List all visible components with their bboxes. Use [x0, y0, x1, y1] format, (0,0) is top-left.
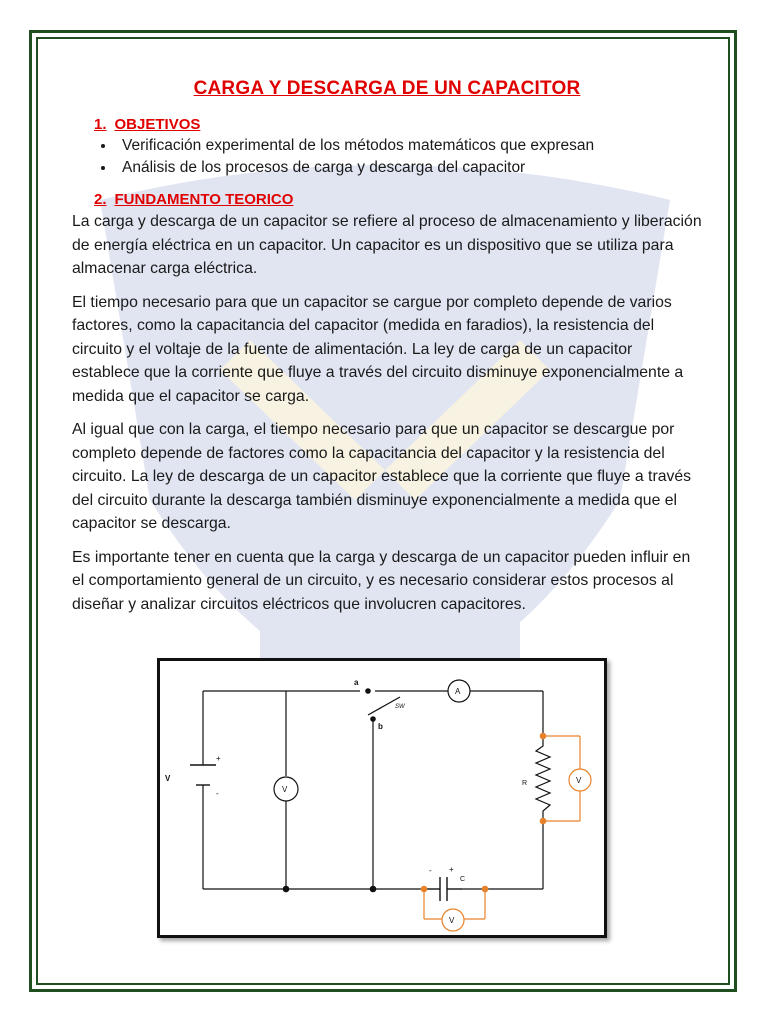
paragraph: Es importante tener en cuenta que la carga y descarga de un capacitor pueden influir en el comportamiento general de un circuito, y es necesario considerar estos procesos al diseñar y analizar circuitos eléctricos que involucren capacitores.: [72, 548, 691, 613]
section-number: 1.: [94, 116, 107, 133]
circuit-diagram: [157, 658, 607, 938]
source-label: V: [165, 774, 171, 783]
section-heading-text: FUNDAMENTO TEORICO: [114, 191, 294, 208]
probe-dot: [540, 818, 547, 825]
section-heading-text: OBJETIVOS: [114, 116, 201, 133]
objectives-list: [72, 135, 702, 179]
plus-sign: +: [216, 754, 221, 763]
paragraph: La carga y descarga de un capacitor se refiere al proceso de almacenamiento y liberación de energía eléctrica en un capacitor. Un capacitor es un dispositivo que se utiliza para almacenar carga eléctrica.: [72, 213, 702, 277]
section-number: 2.: [94, 191, 107, 208]
junction-dot: [370, 886, 377, 893]
junction-dot: [283, 886, 290, 893]
paragraph: Al igual que con la carga, el tiempo necesario para que un capacitor se descargue por completo depende de factores como la capacitancia del capacitor y la resistencia del circuito. La ley de descarga de un capacitor establece que la corriente que fluye a través del circuito durante la descarga también disminuye exponencialmente a medida que el capacitor se descarga.: [72, 421, 692, 532]
section-heading-fundamento: [94, 191, 702, 208]
section-heading-objetivos: [94, 116, 702, 133]
capacitor-label: C: [460, 876, 466, 883]
voltmeter-label: V: [282, 785, 288, 794]
capacitor-plus: +: [449, 865, 454, 874]
voltmeter-label: V: [449, 916, 455, 925]
node-a-label: a: [354, 678, 359, 687]
probe-dot: [540, 733, 547, 740]
capacitor-icon: [424, 877, 462, 901]
battery-icon: [190, 765, 216, 785]
switch-node-b: [370, 716, 376, 722]
list-item: • Verificación experimental de los métodos matemáticos que expresan: [116, 135, 702, 157]
capacitor-minus: -: [429, 866, 432, 875]
probe-dot: [421, 886, 428, 893]
resistor-label: R: [522, 780, 528, 787]
switch-node-a: [365, 688, 371, 694]
node-b-label: b: [378, 722, 383, 731]
minus-sign: -: [216, 789, 219, 798]
probe-dot: [482, 886, 489, 893]
voltmeter-label: V: [576, 776, 582, 785]
page-title: CARGA Y DESCARGA DE UN CAPACITOR: [193, 78, 581, 99]
ammeter-label: A: [455, 687, 461, 696]
switch-label: SW: [395, 704, 405, 710]
circuit-schematic: [160, 661, 604, 935]
list-item: • Análisis de los procesos de carga y descarga del capacitor: [116, 157, 702, 179]
document-body: [72, 74, 702, 626]
resistor-icon: [536, 736, 550, 826]
paragraph: El tiempo necesario para que un capacitor se cargue por completo depende de varios factores, como la capacitancia del capacitor (medida en faradios), la resistencia del circuito y el voltaje de la fuente de alimentación. La ley de carga de un capacitor establece que la corriente que fluye a través del circuito disminuye exponencialmente a medida que el capacitor se carga.: [72, 293, 684, 405]
